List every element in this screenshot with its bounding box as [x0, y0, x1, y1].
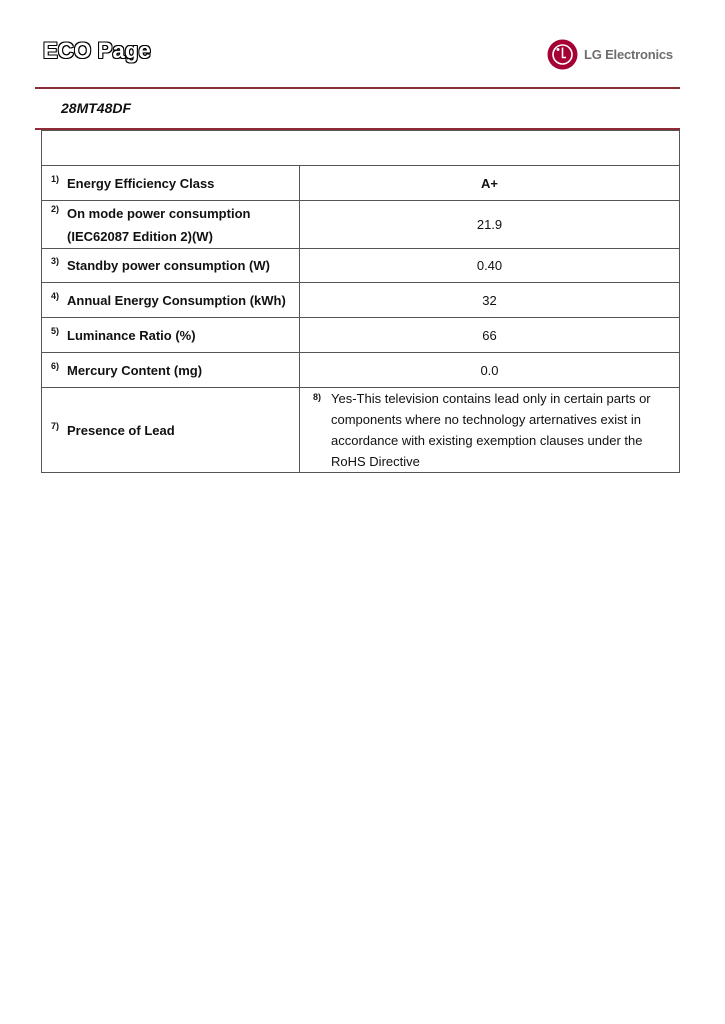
table-header-cell — [42, 131, 680, 166]
row-label-cell — [42, 318, 300, 353]
eco-spec-table — [41, 130, 680, 473]
table-row — [42, 283, 680, 318]
table-row — [42, 388, 680, 473]
footnote-number: 4) — [51, 290, 60, 301]
row-label: Mercury Content (mg) — [67, 362, 203, 378]
footnote-number: 1) — [51, 173, 60, 184]
lg-logo-icon — [547, 39, 578, 70]
lead-statement — [331, 388, 651, 472]
row-value: 0.0 — [300, 353, 680, 388]
table-row — [42, 201, 680, 249]
row-value: 0.40 — [300, 249, 680, 283]
row-label-cell — [42, 283, 300, 318]
row-value: 32 — [300, 283, 680, 318]
table-row — [42, 353, 680, 388]
row-label-cell — [42, 166, 300, 201]
model-number: 28MT48DF — [61, 100, 132, 116]
lead-statement-line: Yes-This television contains lead only in certain parts or — [331, 391, 651, 406]
row-label-cell — [42, 201, 300, 249]
lead-statement-line: RoHS Directive — [331, 454, 420, 469]
footnote-number: 5) — [51, 325, 60, 336]
brand-name: LG Electronics — [584, 47, 673, 62]
table-row — [42, 166, 680, 201]
row-label: Luminance Ratio (%) — [67, 327, 196, 343]
row-label: Presence of Lead — [67, 422, 175, 438]
page-title: ECO Page — [43, 38, 151, 63]
footnote-number: 3) — [51, 256, 60, 266]
lg-logo — [547, 39, 673, 70]
footnote-number: 7) — [51, 420, 60, 431]
lead-statement-line: accordance with existing exemption clauses under the — [331, 433, 643, 448]
row-label: Standby power consumption (W) — [67, 258, 270, 273]
row-label: Energy Efficiency Class — [67, 175, 215, 191]
row-label: Annual Energy Consumption (kWh) — [67, 292, 286, 308]
row-label-block — [67, 202, 250, 248]
row-label: On mode power consumption — [67, 205, 251, 221]
footnote-number: 8) — [313, 392, 322, 402]
row-value: A+ — [300, 166, 680, 201]
header-divider-top — [35, 87, 680, 89]
table-row — [42, 249, 680, 283]
row-label-cell — [42, 249, 300, 283]
footnote-number: 2) — [51, 203, 60, 214]
lead-statement-line: components where no technology arternatives exist in — [331, 412, 642, 427]
row-label-cell — [42, 353, 300, 388]
table-header-row — [42, 131, 680, 166]
table-row — [42, 318, 680, 353]
row-label-cell — [42, 388, 300, 473]
row-value: 66 — [300, 318, 680, 353]
row-value-cell — [300, 388, 680, 473]
row-value: 21.9 — [300, 201, 680, 249]
row-label-line-2: (IEC62087 Edition 2)(W) — [67, 228, 213, 244]
footnote-number: 6) — [51, 360, 60, 371]
